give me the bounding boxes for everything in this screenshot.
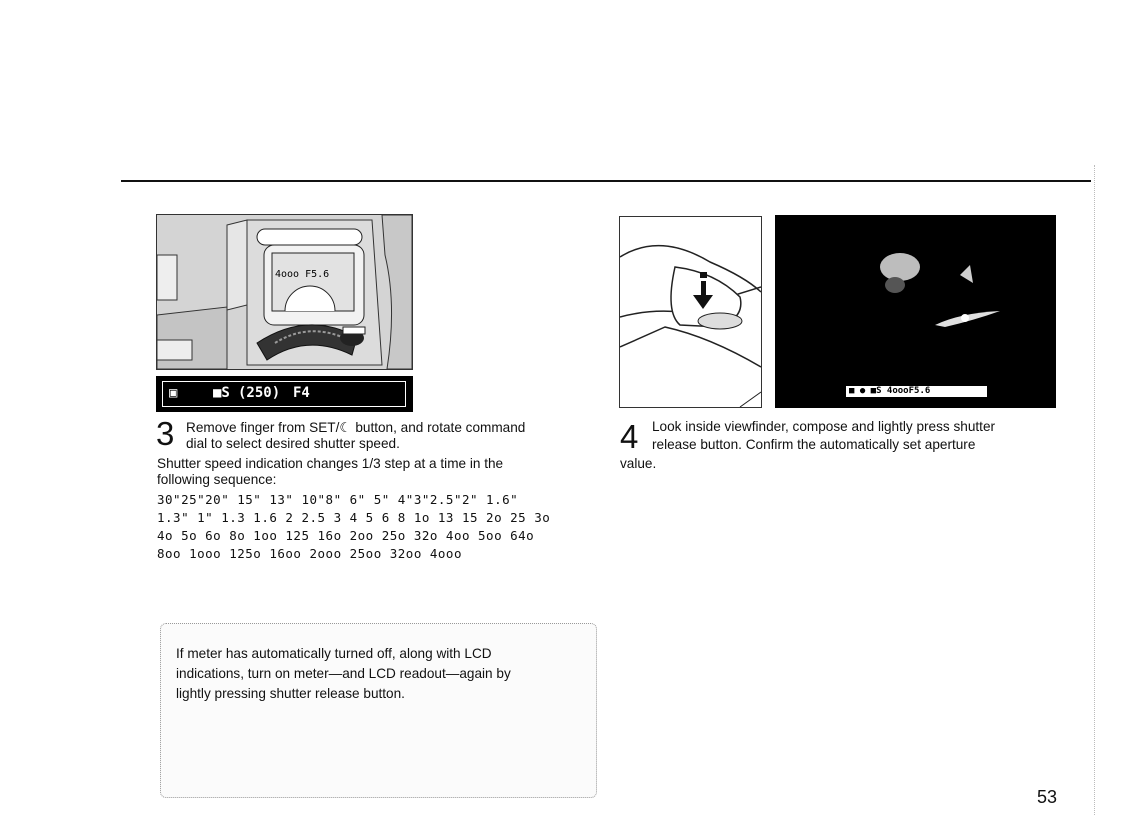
viewfinder-scene bbox=[775, 215, 1056, 408]
step-4-text: release button. Confirm the automatically set aperture bbox=[652, 437, 976, 452]
svg-text:4ooo F5.6: 4ooo F5.6 bbox=[275, 269, 330, 280]
viewfinder-readout: ■ ● ■S 4oooF5.6 bbox=[846, 386, 987, 397]
page-number: 53 bbox=[1037, 787, 1058, 807]
lcd-aperture: F4 bbox=[293, 385, 310, 401]
speed-row: 4o 5o 6o 8o 1oo 125 16o 2oo 25o 32o 4oo 5oo 64o bbox=[157, 528, 535, 543]
step-4-text: Look inside viewfinder, compose and lightly press shutter bbox=[652, 419, 996, 434]
note-text: If meter has automatically turned off, along with LCD bbox=[176, 646, 492, 661]
step-3-text: Shutter speed indication changes 1/3 step at a time in the bbox=[157, 456, 504, 471]
page-edge bbox=[1094, 165, 1096, 815]
lcd-mode: ■S bbox=[213, 385, 230, 401]
step-4-text: value. bbox=[620, 456, 657, 471]
header-rule bbox=[121, 180, 1091, 182]
step-4-number: 4 bbox=[620, 418, 639, 455]
step-3-text: dial to select desired shutter speed. bbox=[186, 436, 400, 451]
speed-row: 8oo 1ooo 125o 16oo 2ooo 25oo 32oo 4ooo bbox=[157, 546, 462, 561]
lcd-frame-icon: ▣ bbox=[169, 385, 178, 401]
shutter-speed-sequence bbox=[157, 491, 597, 563]
speed-row: 1.3" 1" 1.3 1.6 2 2.5 3 4 5 6 8 1o 13 15 2o 25 3o bbox=[157, 510, 551, 525]
step-3-number: 3 bbox=[156, 415, 175, 452]
lcd-shutter-speed: (250) bbox=[238, 385, 281, 401]
camera-top-illustration bbox=[156, 214, 413, 370]
shutter-press-illustration bbox=[619, 216, 762, 408]
camera-drawing bbox=[157, 215, 412, 369]
finger-drawing bbox=[620, 217, 761, 407]
note-text: lightly pressing shutter release button. bbox=[176, 686, 405, 701]
step-3-text: following sequence: bbox=[157, 472, 277, 487]
speed-row: 30"25"20" 15" 13" 10"8" 6" 5" 4"3"2.5"2" 1.6" bbox=[157, 492, 519, 507]
lcd-readout-bar bbox=[156, 376, 413, 412]
note-text: indications, turn on meter—and LCD readout—again by bbox=[176, 666, 511, 681]
step-3-text: Remove finger from SET/☾ button, and rotate command bbox=[186, 420, 526, 435]
viewfinder-photo bbox=[775, 215, 1056, 408]
